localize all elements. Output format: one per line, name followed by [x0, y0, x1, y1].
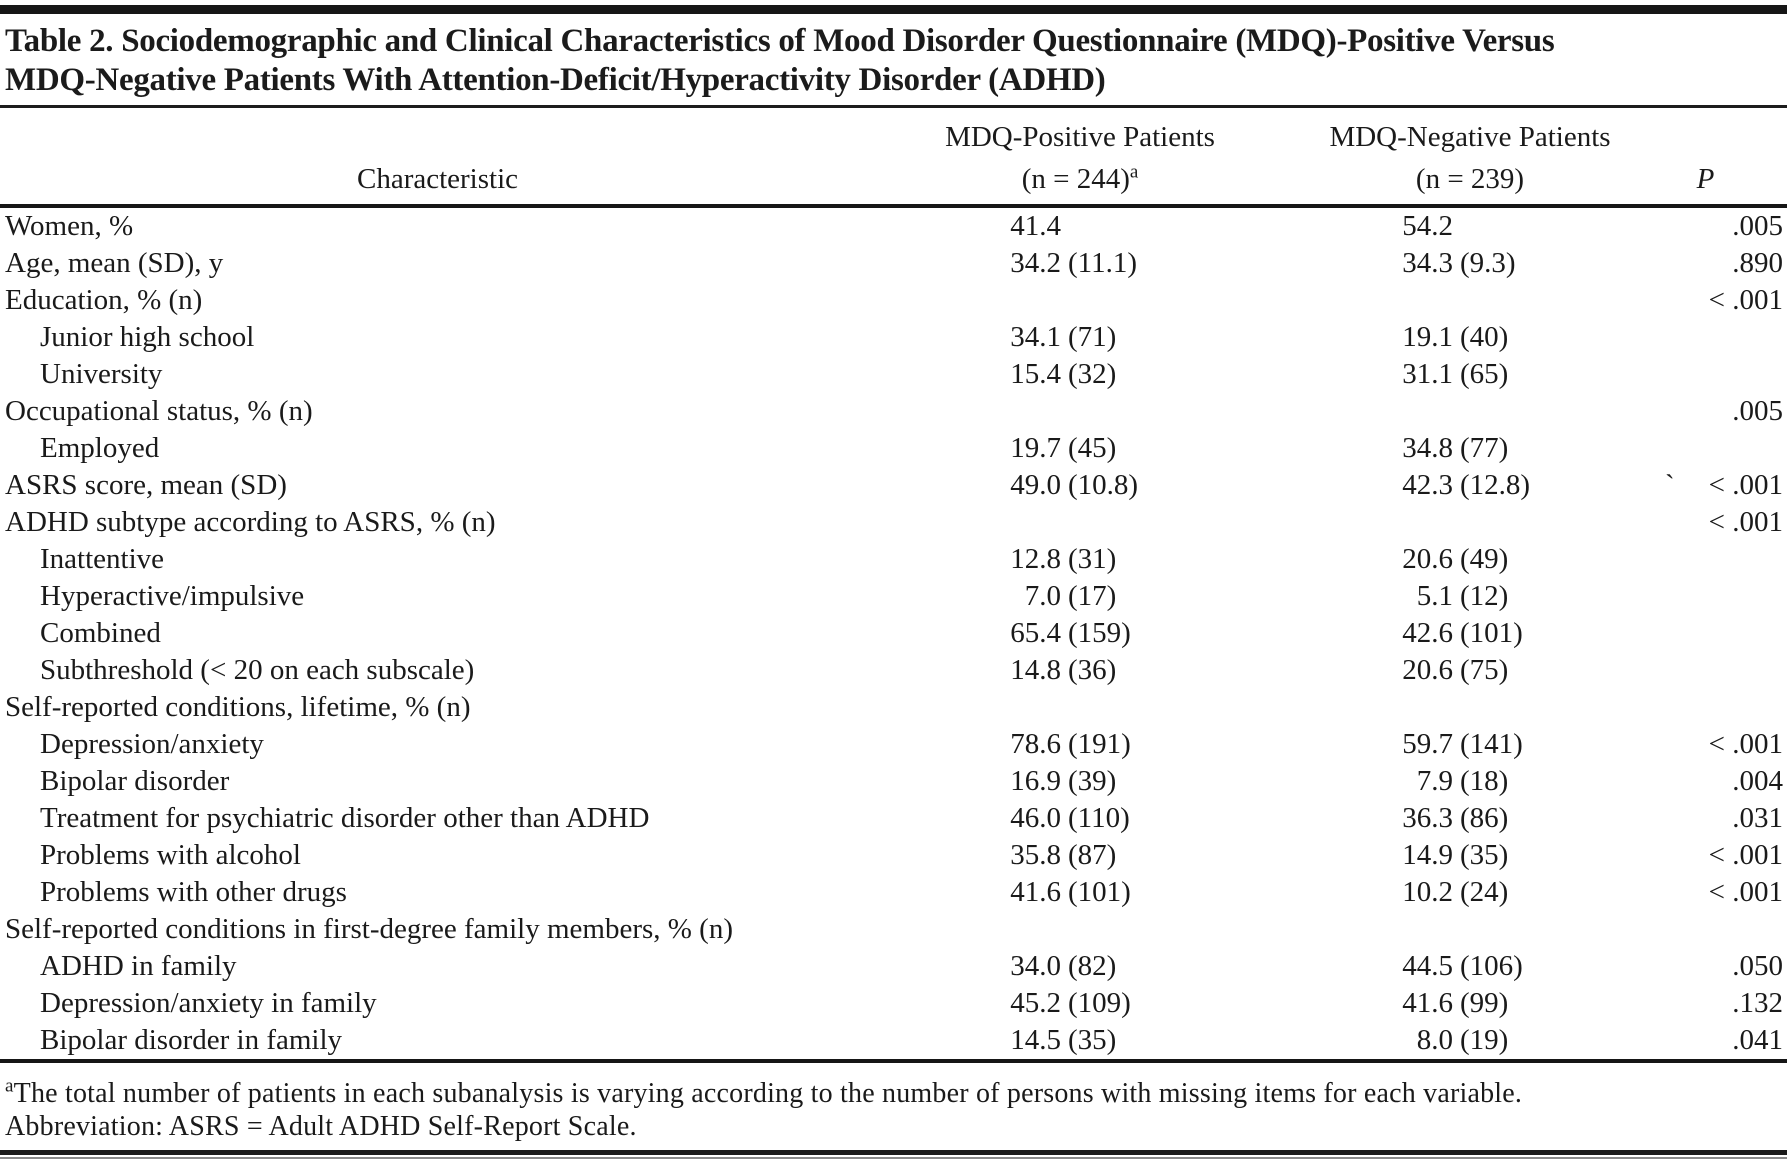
value-group: [1003, 874, 1290, 911]
bottom-double-rule: [0, 1150, 1787, 1159]
p-value: < .001: [1708, 728, 1783, 760]
table-row: [0, 911, 1787, 948]
row-label: Problems with other drugs: [40, 876, 347, 908]
mdq-negative-value: [1290, 615, 1650, 652]
value-number: 34.8: [1402, 432, 1453, 464]
mdq-positive-value: [870, 800, 1290, 837]
value-group: [1003, 245, 1290, 282]
value-group: [1003, 1022, 1290, 1059]
row-label: Bipolar disorder in family: [40, 1024, 343, 1056]
mdq-negative-value: [1290, 393, 1650, 430]
row-label: Education, % (n): [5, 284, 203, 316]
mdq-negative-value: [1290, 837, 1650, 874]
row-label: University: [40, 358, 163, 390]
value-number: 7.9: [1416, 765, 1453, 797]
p-value: [1650, 541, 1787, 578]
mdq-positive-value: [870, 578, 1290, 615]
p-value: .041: [1732, 1024, 1783, 1056]
value-number: 14.8: [1010, 654, 1061, 686]
value-group: [1395, 467, 1650, 504]
value-number: 14.9: [1402, 839, 1453, 871]
column-header-characteristic: Characteristic: [356, 163, 519, 195]
value-count: (191): [1068, 728, 1131, 760]
p-value: .004: [1732, 765, 1783, 797]
mdq-negative-value: [1290, 541, 1650, 578]
top-rule: [0, 5, 1787, 14]
value-number: 34.3: [1402, 247, 1453, 279]
footnotes: [0, 1063, 1787, 1143]
value-count: (65): [1460, 358, 1509, 390]
value-number: 59.7: [1402, 728, 1453, 760]
value-count: (106): [1460, 950, 1523, 982]
mdq-positive-value: [870, 763, 1290, 800]
mdq-negative-value: [1290, 726, 1650, 763]
value-group: [1395, 356, 1650, 393]
value-count: (99): [1460, 987, 1509, 1019]
mdq-positive-value: [870, 911, 1290, 948]
table-row: [0, 652, 1787, 689]
table-row: [0, 282, 1787, 319]
mdq-positive-value: [870, 356, 1290, 393]
mdq-positive-value: [870, 430, 1290, 467]
table-row: [0, 1022, 1787, 1061]
value-group: [1395, 208, 1650, 245]
footnote-abbreviation: Abbreviation: ASRS = Adult ADHD Self-Report Scale.: [5, 1111, 637, 1142]
value-count: (31): [1068, 543, 1117, 575]
value-count: (71): [1068, 321, 1117, 353]
row-label: Junior high school: [40, 321, 255, 353]
row-label: Subthreshold (< 20 on each subscale): [40, 654, 475, 686]
value-number: 54.2: [1402, 210, 1453, 242]
table-row: [0, 319, 1787, 356]
row-label: Women, %: [5, 210, 134, 242]
value-count: (36): [1068, 654, 1117, 686]
p-value: < .001: [1708, 284, 1783, 316]
table-row: [0, 763, 1787, 800]
value-count: (32): [1068, 358, 1117, 390]
table-body: [0, 206, 1787, 1061]
value-count: (45): [1068, 432, 1117, 464]
journal-table-page: [0, 5, 1787, 1157]
mdq-negative-value: [1290, 763, 1650, 800]
mdq-negative-value: [1290, 911, 1650, 948]
value-number: 36.3: [1402, 802, 1453, 834]
mdq-negative-value: [1290, 652, 1650, 689]
table-row: [0, 430, 1787, 467]
table-row: [0, 837, 1787, 874]
mdq-negative-value: [1290, 689, 1650, 726]
table-row: [0, 615, 1787, 652]
value-number: 8.0: [1416, 1024, 1453, 1056]
value-number: 34.2: [1010, 247, 1061, 279]
footnote-a-text: The total number of patients in each subanalysis is varying according to the number of persons with missing items for each variable.: [13, 1078, 1523, 1109]
value-group: [1003, 763, 1290, 800]
value-group: [1003, 578, 1290, 615]
value-number: 5.1: [1416, 580, 1453, 612]
table-row: [0, 726, 1787, 763]
value-count: (24): [1460, 876, 1509, 908]
row-label: Depression/anxiety in family: [40, 987, 377, 1019]
value-group: [1395, 1022, 1650, 1059]
row-label: Occupational status, % (n): [5, 395, 313, 427]
value-count: (10.8): [1068, 469, 1139, 501]
value-number: 44.5: [1402, 950, 1453, 982]
header-spacer: [1650, 108, 1787, 154]
value-number: 19.1: [1402, 321, 1453, 353]
value-count: (9.3): [1460, 247, 1516, 279]
mdq-positive-value: [870, 319, 1290, 356]
mdq-positive-value: [870, 541, 1290, 578]
p-value: [1650, 319, 1787, 356]
value-group: [1003, 541, 1290, 578]
value-number: 42.3: [1402, 469, 1453, 501]
value-group: [1003, 467, 1290, 504]
value-group: [1003, 985, 1290, 1022]
mdq-positive-value: [870, 652, 1290, 689]
value-number: 34.1: [1010, 321, 1061, 353]
row-label: Hyperactive/impulsive: [40, 580, 305, 612]
header-group-row: [0, 108, 1787, 154]
header-spacer: [0, 108, 870, 154]
p-value: .890: [1732, 247, 1783, 279]
table-row: [0, 356, 1787, 393]
value-group: [1003, 615, 1290, 652]
value-count: (35): [1460, 839, 1509, 871]
value-group: [1395, 763, 1650, 800]
mdq-negative-value: [1290, 985, 1650, 1022]
mdq-positive-value: [870, 985, 1290, 1022]
value-group: [1003, 319, 1290, 356]
value-count: (101): [1068, 876, 1131, 908]
p-value: .132: [1732, 987, 1783, 1019]
mdq-negative-value: [1290, 504, 1650, 541]
value-group: [1395, 541, 1650, 578]
row-label: Problems with alcohol: [40, 839, 301, 871]
value-number: 78.6: [1010, 728, 1061, 760]
row-label: Age, mean (SD), y: [5, 247, 224, 279]
table-row: [0, 393, 1787, 430]
p-value: .005: [1732, 210, 1783, 242]
row-label: Bipolar disorder: [40, 765, 230, 797]
value-count: (39): [1068, 765, 1117, 797]
p-value: [1650, 911, 1787, 948]
p-value: [1650, 356, 1787, 393]
value-group: [1395, 430, 1650, 467]
p-value: .031: [1732, 802, 1783, 834]
value-group: [1395, 245, 1650, 282]
value-count: (101): [1460, 617, 1523, 649]
table-row: [0, 245, 1787, 282]
p-value: .005: [1732, 395, 1783, 427]
table-row: [0, 800, 1787, 837]
value-group: [1003, 356, 1290, 393]
mdq-negative-value: [1290, 282, 1650, 319]
table-header: [0, 108, 1787, 206]
mdq-positive-value: [870, 282, 1290, 319]
value-number: 45.2: [1010, 987, 1061, 1019]
value-count: (12): [1460, 580, 1509, 612]
mdq-negative-value: [1290, 206, 1650, 245]
mdq-negative-value: [1290, 245, 1650, 282]
column-header-mdq-negative-n: (n = 239): [1415, 163, 1525, 195]
mdq-positive-value: [870, 245, 1290, 282]
value-group: [1003, 652, 1290, 689]
value-count: (82): [1068, 950, 1117, 982]
characteristics-table: [0, 108, 1787, 1063]
footnote-a-marker: a: [5, 1075, 14, 1097]
table-row: [0, 504, 1787, 541]
mdq-positive-value: [870, 206, 1290, 245]
column-group-mdq-negative: MDQ-Negative Patients: [1329, 121, 1611, 153]
value-group: [1395, 985, 1650, 1022]
p-value: [1650, 578, 1787, 615]
row-label: ADHD subtype according to ASRS, % (n): [5, 506, 496, 538]
table-title: [0, 14, 1787, 100]
value-group: [1395, 615, 1650, 652]
row-label: Employed: [40, 432, 160, 464]
mdq-positive-value: [870, 874, 1290, 911]
value-count: (87): [1068, 839, 1117, 871]
row-label: Self-reported conditions, lifetime, % (n): [5, 691, 471, 723]
value-group: [1395, 578, 1650, 615]
mdq-negative-value: [1290, 800, 1650, 837]
value-number: 7.0: [1024, 580, 1061, 612]
value-number: 20.6: [1402, 543, 1453, 575]
value-number: 46.0: [1010, 802, 1061, 834]
table-row: [0, 206, 1787, 245]
value-group: [1395, 874, 1650, 911]
table-title-line1: Table 2. Sociodemographic and Clinical Characteristics of Mood Disorder Questionnaire (MDQ)-Positive Versus: [5, 23, 1555, 59]
mdq-positive-value: [870, 504, 1290, 541]
value-count: (141): [1460, 728, 1523, 760]
mdq-positive-value: [870, 837, 1290, 874]
value-group: [1395, 319, 1650, 356]
value-count: (40): [1460, 321, 1509, 353]
value-count: (109): [1068, 987, 1131, 1019]
header-sub-row: [0, 154, 1787, 206]
value-number: 49.0: [1010, 469, 1061, 501]
value-number: 42.6: [1402, 617, 1453, 649]
value-group: [1003, 837, 1290, 874]
value-number: 35.8: [1010, 839, 1061, 871]
mdq-positive-value: [870, 948, 1290, 985]
column-header-p: P: [1696, 163, 1715, 195]
value-group: [1003, 948, 1290, 985]
mdq-negative-value: [1290, 578, 1650, 615]
value-number: 31.1: [1402, 358, 1453, 390]
row-label: Combined: [40, 617, 161, 649]
table-title-line2: MDQ-Negative Patients With Attention-Deficit/Hyperactivity Disorder (ADHD): [5, 62, 1106, 98]
value-count: (110): [1068, 802, 1130, 834]
mdq-negative-value: [1290, 948, 1650, 985]
mdq-positive-value: [870, 467, 1290, 504]
value-count: (86): [1460, 802, 1509, 834]
column-group-mdq-positive: MDQ-Positive Patients: [945, 121, 1215, 153]
mdq-negative-value: [1290, 1022, 1650, 1061]
value-number: 41.6: [1402, 987, 1453, 1019]
value-count: (49): [1460, 543, 1509, 575]
table-row: [0, 874, 1787, 911]
value-number: 65.4: [1010, 617, 1061, 649]
value-count: (11.1): [1068, 247, 1137, 279]
n-positive-text: (n = 244): [1021, 163, 1130, 195]
value-number: 16.9: [1010, 765, 1061, 797]
table-row: [0, 467, 1787, 504]
p-value: .050: [1732, 950, 1783, 982]
mdq-positive-value: [870, 1022, 1290, 1061]
p-value: < .001: [1708, 876, 1783, 908]
footnote-marker-a: a: [1129, 161, 1139, 183]
table-row: [0, 985, 1787, 1022]
p-value: [1650, 652, 1787, 689]
mdq-negative-value: [1290, 430, 1650, 467]
row-label: ADHD in family: [40, 950, 237, 982]
mdq-positive-value: [870, 393, 1290, 430]
row-label: Depression/anxiety: [40, 728, 264, 760]
value-group: [1395, 837, 1650, 874]
value-group: [1395, 652, 1650, 689]
table-row: [0, 689, 1787, 726]
value-count: (17): [1068, 580, 1117, 612]
row-label: Treatment for psychiatric disorder other than ADHD: [40, 802, 650, 834]
value-number: 34.0: [1010, 950, 1061, 982]
table-row: [0, 578, 1787, 615]
value-group: [1395, 726, 1650, 763]
mdq-negative-value: [1290, 356, 1650, 393]
p-value: [1650, 689, 1787, 726]
row-label: Self-reported conditions in first-degree family members, % (n): [5, 913, 733, 945]
p-value: [1650, 615, 1787, 652]
value-count: (35): [1068, 1024, 1117, 1056]
column-header-mdq-positive-n: [870, 154, 1290, 206]
p-value: [1650, 430, 1787, 467]
value-count: (19): [1460, 1024, 1509, 1056]
value-number: 14.5: [1010, 1024, 1061, 1056]
p-value: < .001: [1708, 839, 1783, 871]
mdq-negative-value: [1290, 874, 1650, 911]
value-group: [1003, 208, 1290, 245]
value-number: 19.7: [1010, 432, 1061, 464]
value-number: 41.4: [1010, 210, 1061, 242]
value-count: (75): [1460, 654, 1509, 686]
value-number: 10.2: [1402, 876, 1453, 908]
mdq-positive-value: [870, 615, 1290, 652]
value-number: 12.8: [1010, 543, 1061, 575]
table-row: [0, 948, 1787, 985]
table-row: [0, 541, 1787, 578]
mdq-positive-value: [870, 726, 1290, 763]
value-count: (12.8): [1460, 469, 1531, 501]
value-number: 41.6: [1010, 876, 1061, 908]
value-group: [1003, 430, 1290, 467]
mdq-negative-value: [1290, 467, 1650, 504]
row-label: Inattentive: [40, 543, 165, 575]
value-group: [1395, 800, 1650, 837]
p-value: ` < .001: [1664, 469, 1783, 501]
stray-mark: `: [1664, 469, 1675, 501]
value-group: [1003, 800, 1290, 837]
value-group: [1395, 948, 1650, 985]
mdq-positive-value: [870, 689, 1290, 726]
value-count: (77): [1460, 432, 1509, 464]
value-number: 15.4: [1010, 358, 1061, 390]
value-count: (18): [1460, 765, 1509, 797]
footnote-a: [5, 1077, 1782, 1110]
row-label: ASRS score, mean (SD): [5, 469, 287, 501]
value-group: [1003, 726, 1290, 763]
mdq-negative-value: [1290, 319, 1650, 356]
value-count: (159): [1068, 617, 1131, 649]
value-number: 20.6: [1402, 654, 1453, 686]
p-value: < .001: [1708, 506, 1783, 538]
